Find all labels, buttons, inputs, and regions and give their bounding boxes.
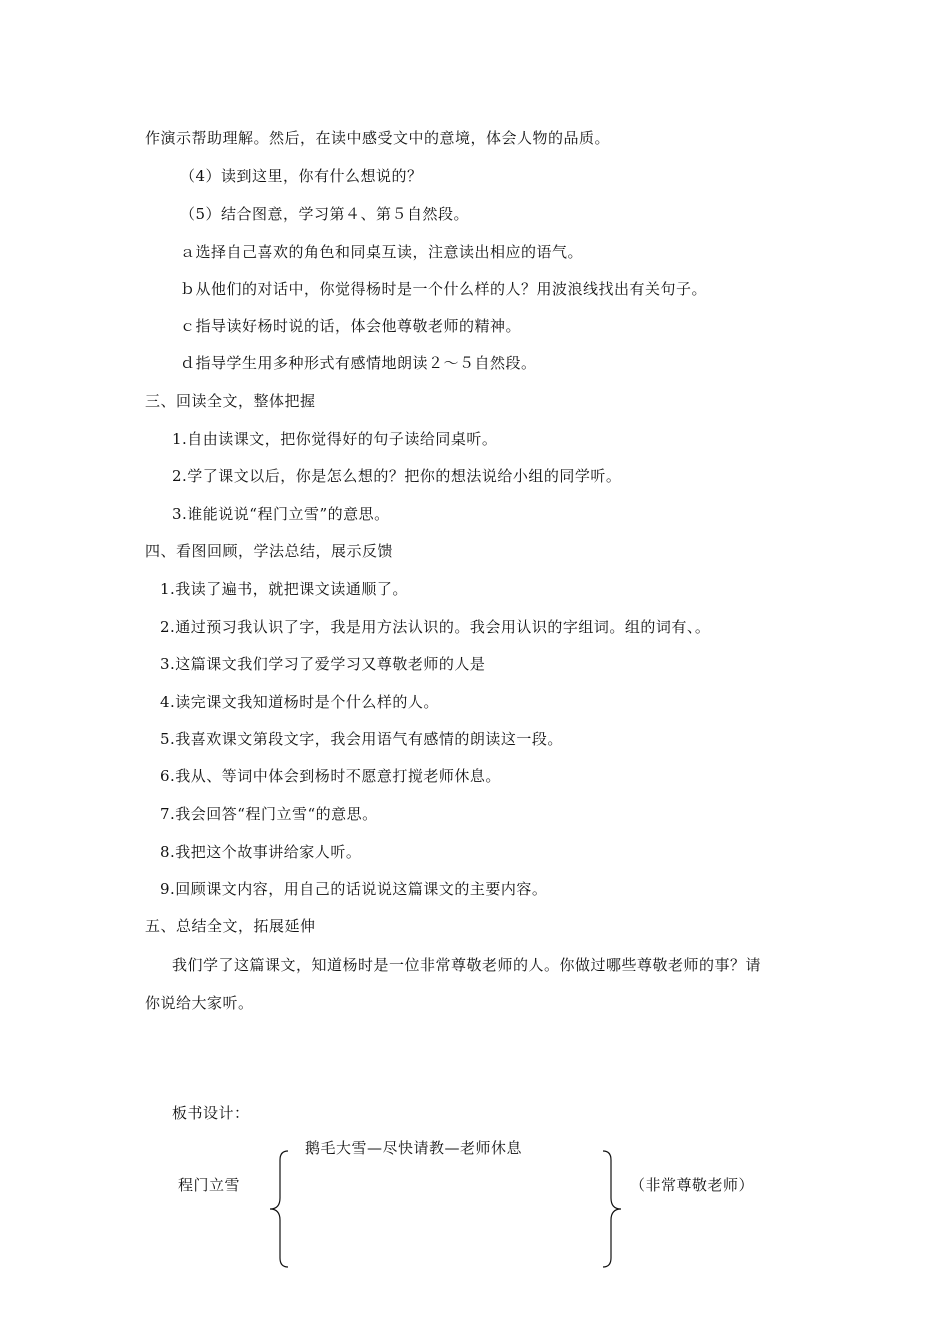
board-note: （非常尊敬老师） — [630, 1176, 755, 1194]
list-item: 1.我读了遍书，就把课文读通顺了。 — [160, 580, 408, 598]
step-5: （5）结合图意，学习第４、第５自然段。 — [180, 205, 470, 223]
list-item: 6.我从、等词中体会到杨时不愿意打搅老师休息。 — [160, 767, 501, 785]
summary-paragraph: 我们学了这篇课文，知道杨时是一位非常尊敬老师的人。你做过哪些尊敬老师的事？请 — [172, 956, 762, 974]
step-5-d: ｄ指导学生用多种形式有感情地朗读２～５自然段。 — [180, 354, 537, 372]
step-5-a: ａ选择自己喜欢的角色和同桌互读，注意读出相应的语气。 — [180, 243, 584, 261]
board-content: 鹅毛大雪—尽快请教—老师休息 — [305, 1139, 523, 1157]
list-item: 2.学了课文以后，你是怎么想的？把你的想法说给小组的同学听。 — [172, 467, 622, 485]
list-item: 2.通过预习我认识了字，我是用方法认识的。我会用认识的字组词。组的词有、。 — [160, 618, 711, 636]
list-item: 4.读完课文我知道杨时是个什么样的人。 — [160, 693, 439, 711]
step-5-b: ｂ从他们的对话中，你觉得杨时是一个什么样的人？用波浪线找出有关句子。 — [180, 280, 708, 298]
list-item: 3.谁能说说“程门立雪”的意思。 — [172, 505, 390, 523]
list-item: 3.这篇课文我们学习了爱学习又尊敬老师的人是 — [160, 655, 486, 673]
section-heading-5: 五、总结全文，拓展延伸 — [145, 917, 316, 935]
right-brace-icon — [597, 1150, 623, 1268]
paragraph-continuation: 作演示帮助理解。然后，在读中感受文中的意境，体会人物的品质。 — [145, 129, 611, 147]
list-item: 1.自由读课文，把你觉得好的句子读给同桌听。 — [172, 430, 498, 448]
left-brace-icon — [268, 1150, 294, 1268]
section-heading-4: 四、看图回顾，学法总结，展示反馈 — [145, 542, 394, 560]
board-title: 程门立雪 — [178, 1176, 241, 1194]
step-5-c: ｃ指导读好杨时说的话，体会他尊敬老师的精神。 — [180, 317, 522, 335]
board-design-heading: 板书设计： — [172, 1104, 250, 1122]
list-item: 9.回顾课文内容，用自己的话说说这篇课文的主要内容。 — [160, 880, 548, 898]
list-item: 8.我把这个故事讲给家人听。 — [160, 843, 362, 861]
step-4: （4）读到这里，你有什么想说的？ — [180, 167, 423, 185]
list-item: 7.我会回答“程门立雪“的意思。 — [160, 805, 378, 823]
list-item: 5.我喜欢课文第段文字，我会用语气有感情的朗读这一段。 — [160, 730, 563, 748]
summary-paragraph-cont: 你说给大家听。 — [145, 994, 254, 1012]
section-heading-3: 三、回读全文，整体把握 — [145, 392, 316, 410]
